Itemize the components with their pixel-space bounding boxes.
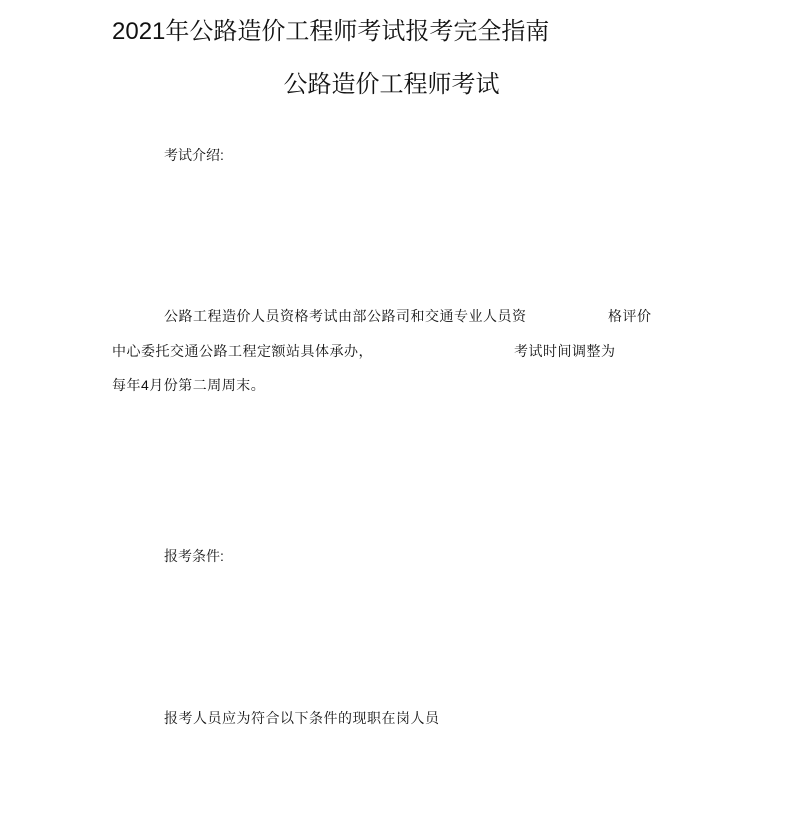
intro-paragraph-line-1-part-2: 格评价 <box>608 308 652 324</box>
document-subtitle: 公路造价工程师考试 <box>283 71 500 98</box>
section-heading-intro: 考试介绍: <box>164 147 224 163</box>
intro-paragraph-line-1-part-1: 公路工程造价人员资格考试由部公路司和交通专业人员资 <box>164 308 527 324</box>
intro-paragraph-line-3: 每年4月份第二周周末。 <box>112 377 266 393</box>
document-title: 2021年公路造价工程师考试报考完全指南 <box>112 18 550 45</box>
section-heading-conditions: 报考条件: <box>164 548 224 564</box>
intro-paragraph-line-2-part-1: 中心委托交通公路工程定额站具体承办， <box>112 343 373 359</box>
intro-paragraph-line-2-part-2: 考试时间调整为 <box>514 343 616 359</box>
conditions-paragraph-line-1: 报考人员应为符合以下条件的现职在岗人员 <box>164 710 440 726</box>
